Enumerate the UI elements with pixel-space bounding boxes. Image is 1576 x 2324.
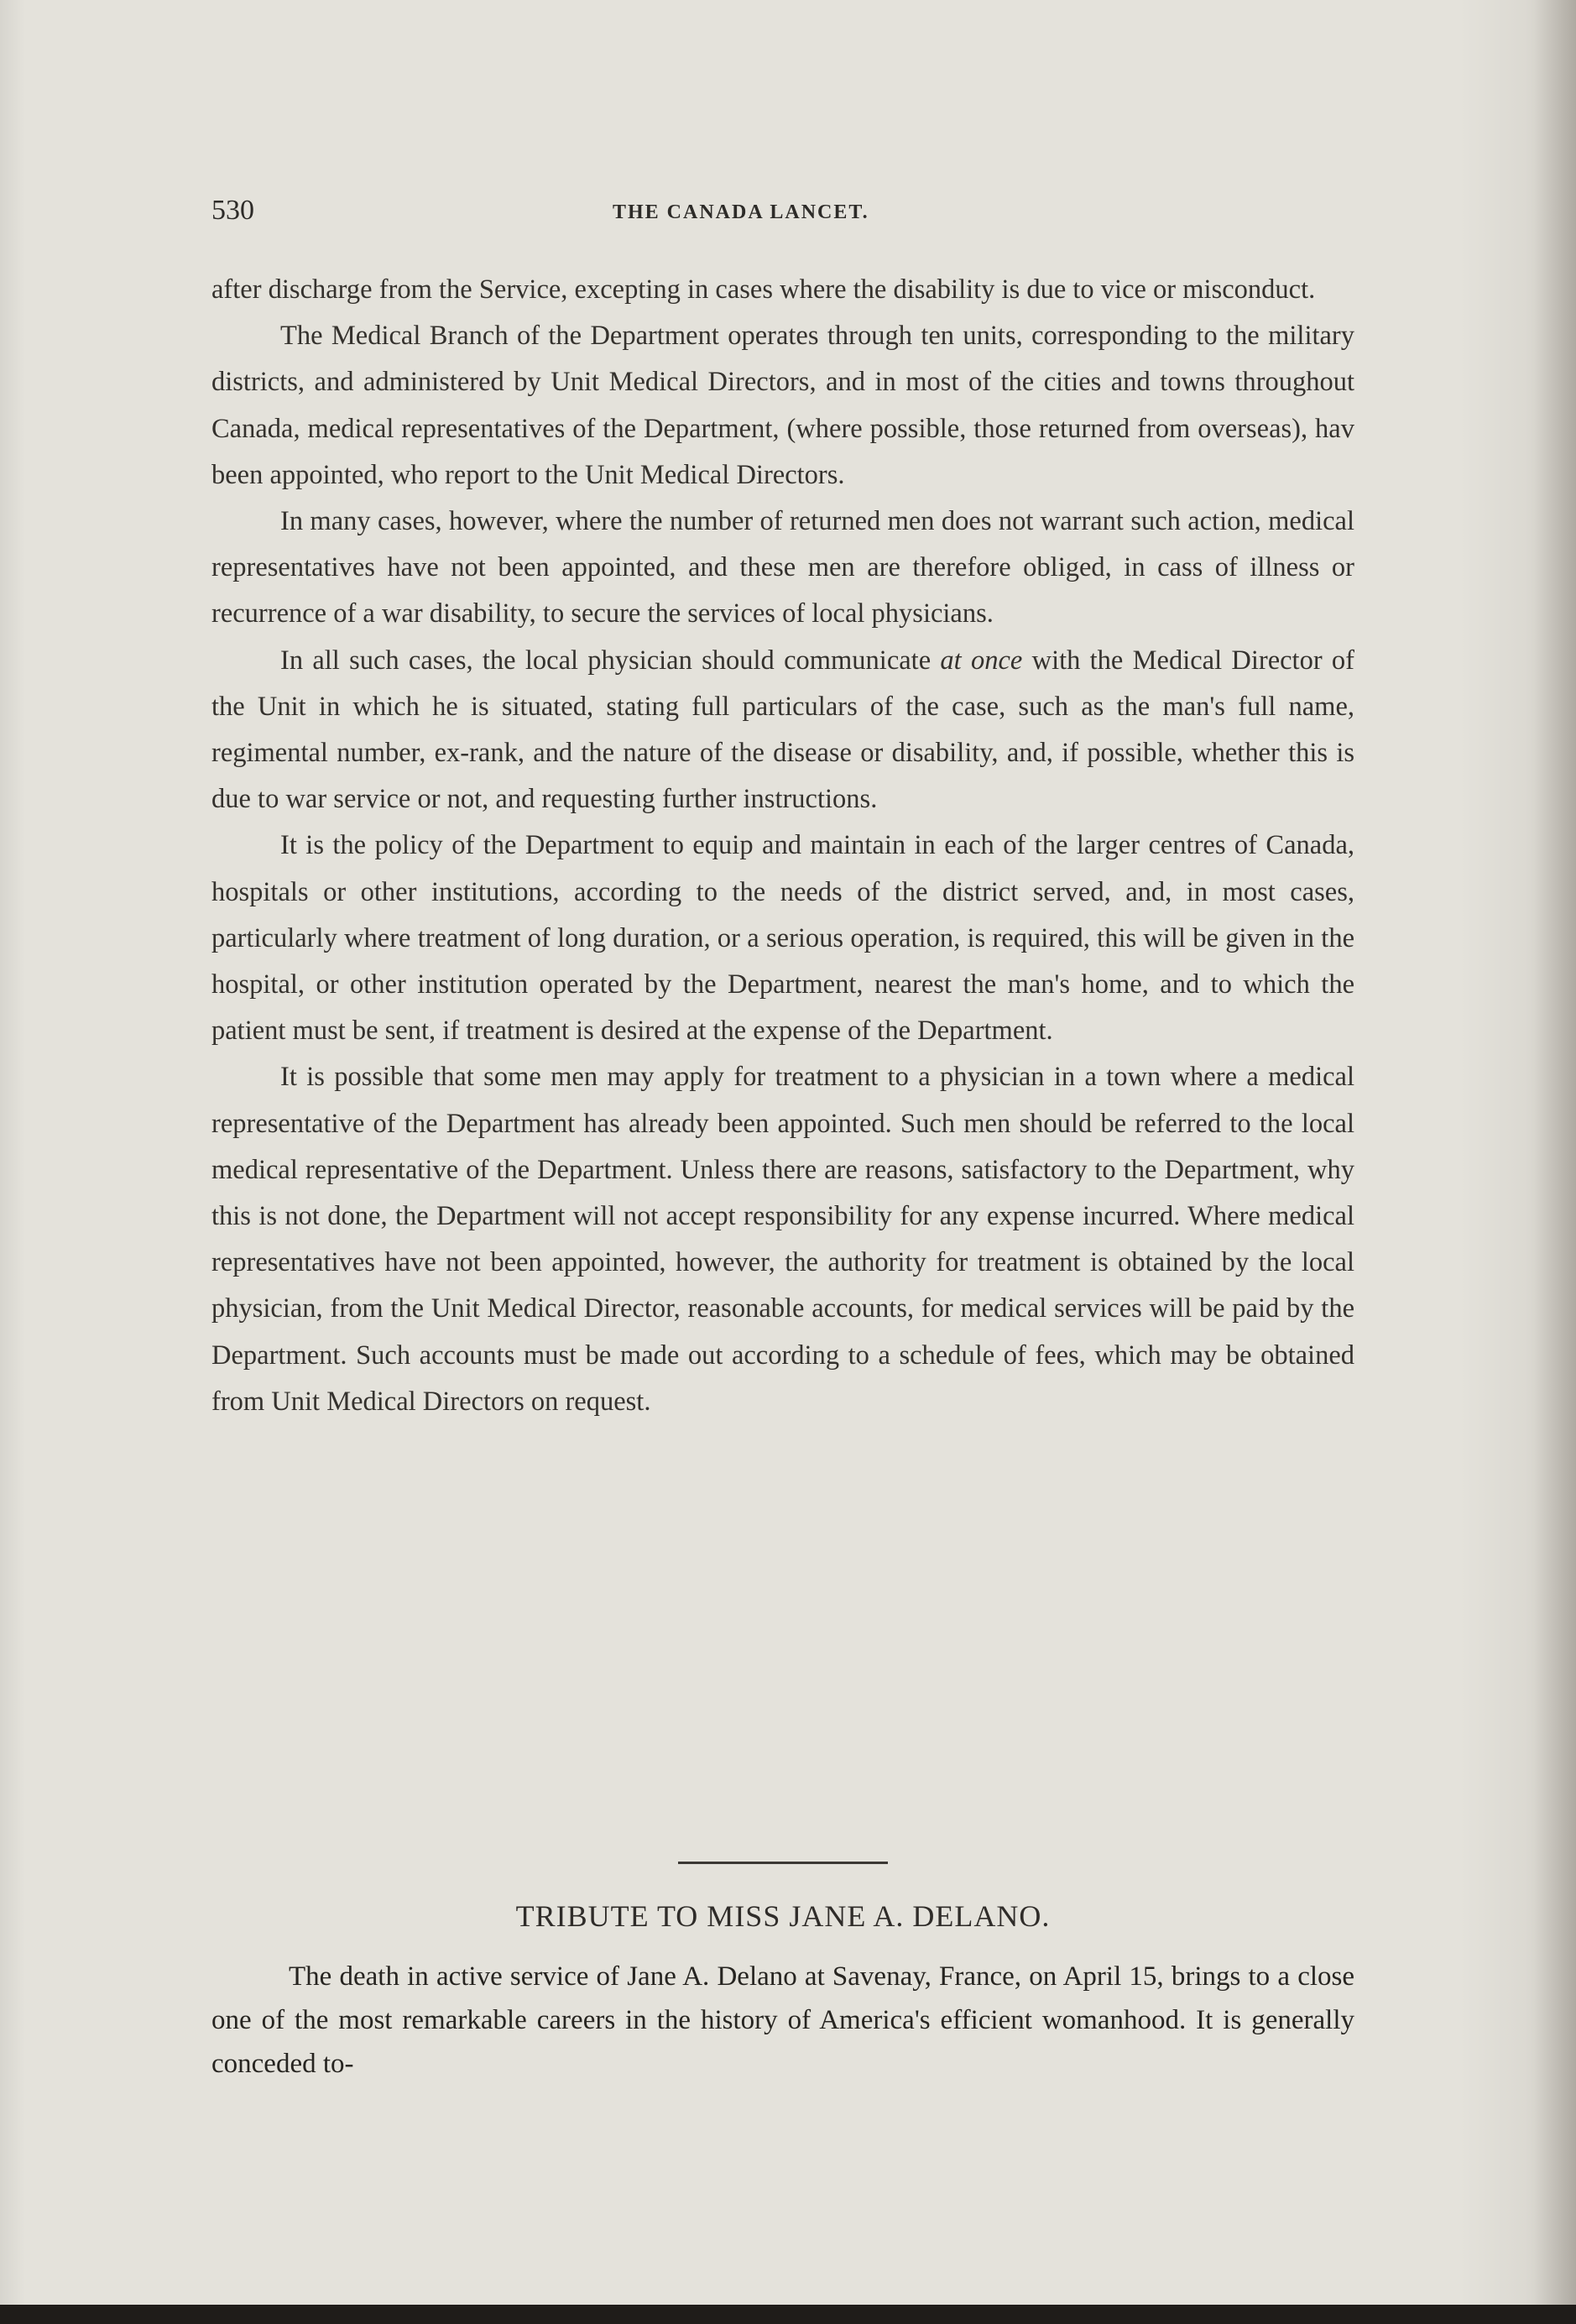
tribute-heading: TRIBUTE TO MISS JANE A. DELANO. bbox=[515, 1899, 1051, 1933]
scan-bottom-edge bbox=[0, 2305, 1576, 2324]
running-head bbox=[211, 195, 1370, 228]
paragraph-3: In many cases, however, where the number of returned men does not warrant such action, medical representatives have not been appointed, and these men are therefore obliged, in cass of illness or recurrence of a war disability, to secure the services of local physicians. bbox=[211, 506, 1354, 629]
paragraph-4-text-end: with the Medical Director of the Unit in which he is situated, stating full particulars of the case, such as the man's full name, regimental number, ex-rank, and the nature of the disease or disability, and, if possible, whether this is due to war service or not, and requesting further instructions. bbox=[211, 645, 1354, 815]
paragraph-4-text-start: In all such cases, the local physician should communicate bbox=[280, 645, 941, 676]
emphasis-at-once: at once bbox=[940, 645, 1023, 676]
page-gutter-shadow bbox=[1534, 0, 1576, 2310]
paragraph-5: It is the policy of the Department to equip and maintain in each of the larger centres of Canada, hospitals or other institutions, according to the needs of the district served, and, in most cases, particularly where treatment of long duration, or a serious operation, is required, this will be given in the hospital, or other institution operated by the Department, nearest the man's home, and to which the patient must be sent, if treatment is desired at the expense of the Department. bbox=[211, 830, 1354, 1047]
tribute-paragraph: The death in active service of Jane A. Delano at Savenay, France, on April 15, brings to a close one of the most remarkable careers in the history of America's efficient womanhood. It is generally conceded to- bbox=[211, 1961, 1354, 2079]
paragraph-4 bbox=[211, 638, 1354, 823]
paragraph-6: It is possible that some men may apply for treatment to a physician in a town where a medical representative of the Department has already been appointed. Such men should be referred to the local medical representative of the Department. Unless there are reasons, satisfactory to the Department, why this is not done, the Department will not accept responsibility for any expense incurred. Where medical representatives have not been appointed, however, the authority for treatment is obtained by the local physician, from the Unit Medical Director, reasonable accounts, for medical services will be paid by the Department. Such accounts must be made out according to a schedule of fees, which may be obtained from Unit Medical Directors on request. bbox=[211, 1062, 1354, 1417]
article-body bbox=[211, 267, 1354, 1425]
journal-title: THE CANADA LANCET. bbox=[613, 201, 869, 223]
section-divider-rule bbox=[678, 1862, 888, 1864]
paragraph-1: after discharge from the Service, excepting in cases where the disability is due to vice or misconduct. bbox=[211, 274, 1316, 305]
tribute-body bbox=[211, 1955, 1354, 2086]
paragraph-2: The Medical Branch of the Department operates through ten units, corresponding to the military districts, and administered by Unit Medical Directors, and in most of the cities and towns throughout Canada, medical representatives of the Department, (where possible, those returned from overseas), hav been appointed, who report to the Unit Medical Directors. bbox=[211, 321, 1354, 490]
page-number: 530 bbox=[211, 195, 254, 226]
